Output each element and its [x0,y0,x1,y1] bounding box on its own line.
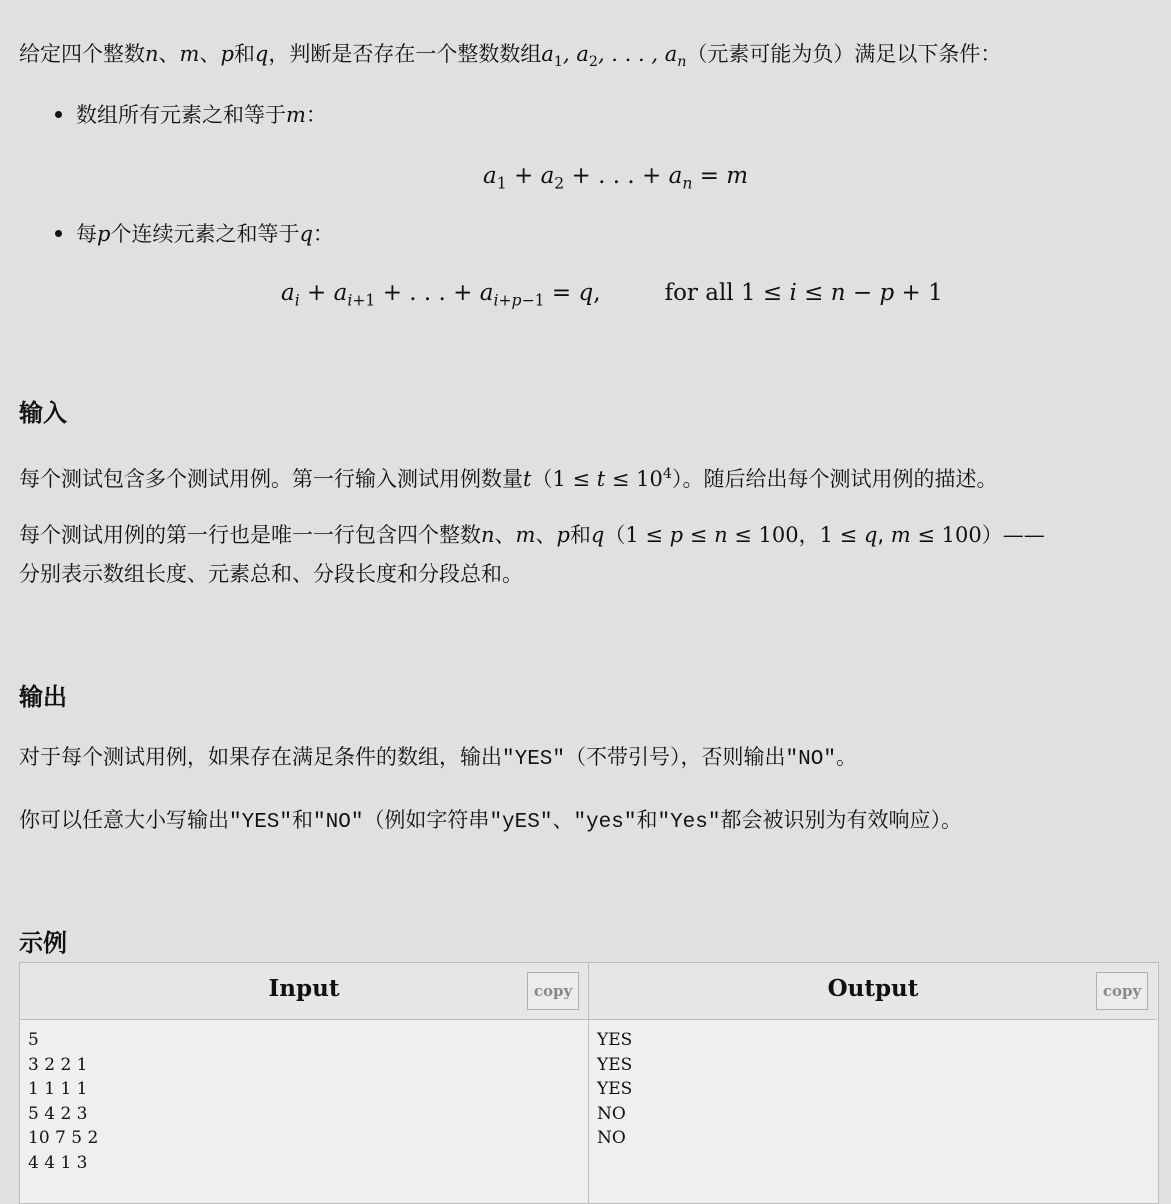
output-text: 都会被识别为有效响应）。 [720,808,962,832]
input-paragraph-1: 每个测试包含多个测试用例。第一行输入测试用例数量$t(1 \le t \le 10^4)$。随后给出每个测试用例的描述。 [19,466,998,491]
example-input-title: Input [268,975,340,1002]
example-input-header [20,963,588,1020]
output-paragraph-1 [19,742,857,775]
no-literal: "NO" [313,811,364,834]
example-input-panel [20,963,589,1203]
input-heading: 输入 [19,399,67,427]
example-box [19,962,1159,1204]
bullet-icon [55,111,62,118]
output-text: 和 [292,808,314,832]
copy-output-button[interactable]: copy [1096,972,1148,1010]
var-m: m [286,103,306,127]
yes-literal: "YES" [502,748,566,771]
condition-text: 个连续元素之和等于 [110,222,300,246]
var-p: p [97,222,111,246]
condition-text: 数组所有元素之和等于 [76,103,286,127]
yes-literal: "YES" [229,811,293,834]
output-text: （不带引号），否则输出 [565,745,786,769]
conjunction: 和 [233,42,255,66]
example-output-panel [589,963,1157,1203]
output-text: 和 [636,808,658,832]
no-literal: "NO" [785,748,836,771]
output-text: （例如字符串 [363,808,490,832]
output-text: 你可以任意大小写输出 [19,808,229,832]
output-text: 。 [835,745,857,769]
input-paragraph-2: 每个测试用例的第一行也是唯一一行包含四个整数n、m、p和q（1 ≤ p ≤ n ≤ 100，1 ≤ q, m ≤ 100）—— [19,523,1045,547]
condition-text: ： [312,222,334,246]
input-text: 每个测试包含多个测试用例。第一行输入测试用例数量 [19,467,523,491]
var-p: p [220,42,234,66]
example-literal: "Yes" [657,811,721,834]
output-paragraph-2 [19,805,962,838]
separator: 、 [158,42,180,66]
example-output-title: Output [827,975,919,1002]
var-n: n [145,42,159,66]
condition-1-item [55,100,327,130]
example-literal: "yES" [489,811,553,834]
example-output-content: YES YES YES NO NO [597,1030,633,1149]
var-m: m [179,42,200,66]
sum-formula: $a_1 + a_2$ + . . . + $a_n = m$ [483,163,749,193]
condition-text: ： [305,103,327,127]
example-literal: "yes" [573,811,637,834]
separator: 、 [199,42,221,66]
copy-input-button[interactable]: copy [527,972,579,1010]
example-input-content: 5 3 2 2 1 1 1 1 1 5 4 2 3 10 7 5 2 4 4 1 3 [28,1030,99,1173]
var-q: q [254,42,269,66]
input-text: 。随后给出每个测试用例的描述。 [682,467,998,491]
input-text: 每个测试用例的第一行也是唯一一行包含四个整数 [19,523,481,547]
intro-text: （元素可能为负）满足以下条件： [686,42,1002,66]
input-paragraph-2-cont: 分别表示数组长度、元素总和、分段长度和分段总和。 [19,562,523,586]
for-all-text: for all [664,280,734,306]
array-expression: $a_1$, $a_2$, . . . , $a_n$ [541,42,687,71]
output-text: 、 [552,808,574,832]
output-heading: 输出 [19,683,67,711]
intro-paragraph [19,39,1001,77]
output-text: 对于每个测试用例，如果存在满足条件的数组，输出 [19,745,502,769]
var-q: q [299,222,313,246]
intro-text: ，判断是否存在一个整数数组 [268,42,542,66]
segment-formula: $a_i + a_{i+1}$ + . . . + $a_{i+p-1} = q$, for all 1 ≤ i ≤ n − p + 1 [281,280,943,310]
condition-2-item [55,219,334,249]
condition-text: 每 [76,222,97,246]
example-output-header [589,963,1157,1020]
intro-text: 给定四个整数 [19,42,145,66]
example-heading: 示例 [19,929,67,957]
bullet-icon [55,230,62,237]
